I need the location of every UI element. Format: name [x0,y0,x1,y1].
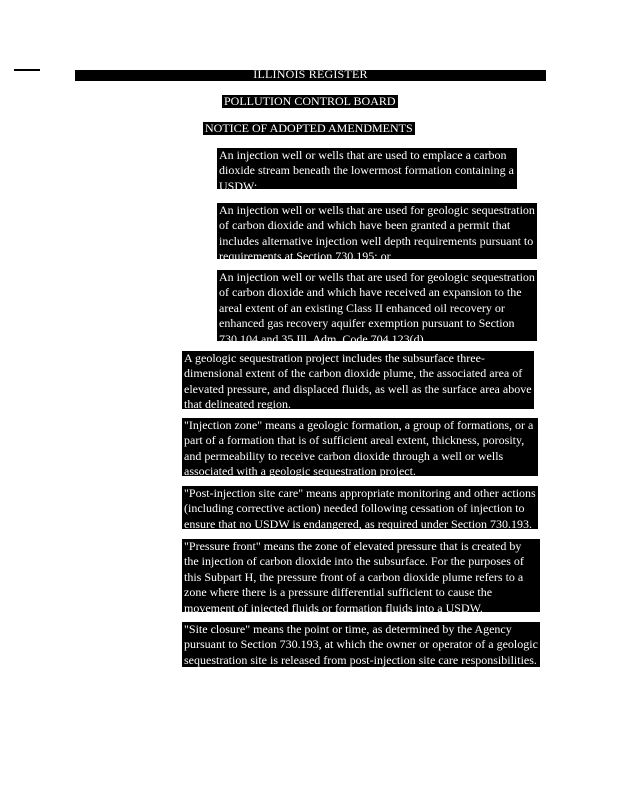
paragraph-site-closure: "Site closure" means the point or time, as determined by the Agency pursuant to Section 730.193, at which the owner or operator of a geologic sequestration site is released from post-injection site care responsibilities. [182,622,540,667]
paragraph-project-extent: A geologic sequestration project includes the subsurface three-dimensional extent of the carbon dioxide plume, the associated area of elevated pressure, and displaced fluids, as well as the surface area above that delineated region. [182,351,534,409]
corner-mark [14,69,40,71]
paragraph-injection-zone: "Injection zone" means a geologic formation, a group of formations, or a part of a formation that is of sufficient areal extent, thickness, porosity, and permeability to receive carbon dioxide through a well or wells associated with a geologic sequestration project. [182,418,538,476]
list-item-3: An injection well or wells that are used for geologic sequestration of carbon dioxide and which have received an expansion to the areal extent of an existing Class II enhanced oil recovery or enhanced gas recovery aquifer exemption pursuant to Section 730.104 and 35 Ill. Adm. Code 704.123(d). [217,270,537,341]
paragraph-pressure-front: "Pressure front" means the zone of elevated pressure that is created by the injection of carbon dioxide into the subsurface. For the purposes of this Subpart H, the pressure front of a carbon dioxide plume refers to a zone where there is a pressure differential sufficient to cause the movement of injected fluids or formation fluids into a USDW. [182,539,540,612]
list-item-1: An injection well or wells that are used to emplace a carbon dioxide stream beneath the lowermost formation containing a USDW; [217,148,517,189]
list-item-2: An injection well or wells that are used for geologic sequestration of carbon dioxide and which have been granted a permit that includes alternative injection well depth requirements pursuant to requirements at Section 730.195; or [217,203,537,259]
register-title: ILLINOIS REGISTER [253,67,368,81]
header-bar [75,67,546,81]
notice-title: NOTICE OF ADOPTED AMENDMENTS [205,121,413,135]
paragraph-post-injection: "Post-injection site care" means appropriate monitoring and other actions (including corrective action) needed following cessation of injection to ensure that no USDW is endangered, as required under Section 730.193. [182,486,538,529]
board-title: POLLUTION CONTROL BOARD [224,94,396,108]
